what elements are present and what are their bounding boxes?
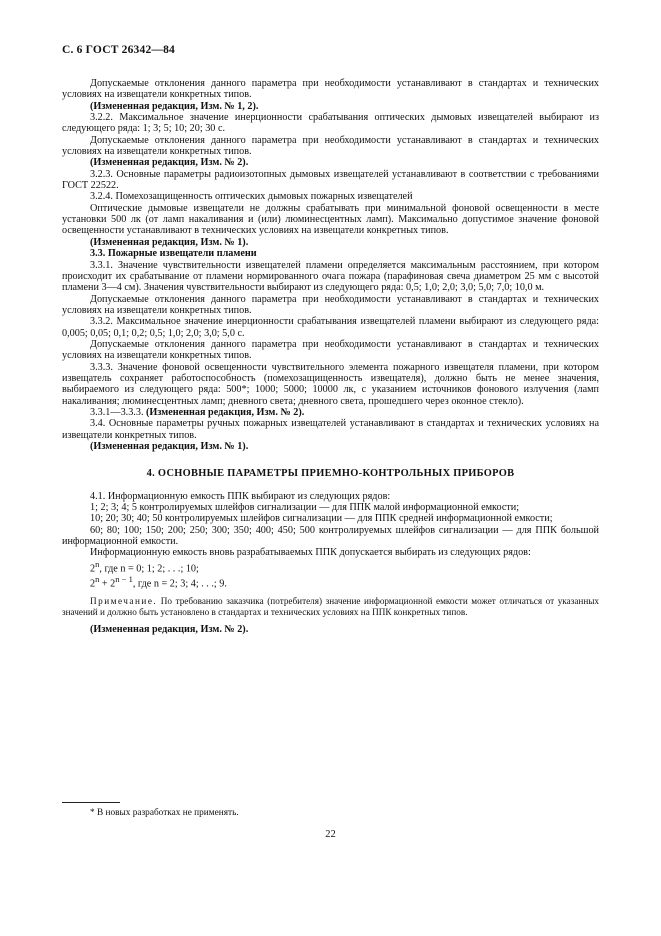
note-text: По требованию заказчика (потребителя) значение информационной емкости может отличаться от указанных значений и должно быть установлено в стандартах и технических условиях на ППК конкретных типов. bbox=[62, 596, 600, 618]
paragraph: Оптические дымовые извещатели не должны срабатывать при минимальной фоновой освещенности в месте установки 500 лк (от ламп накаливания и (или) люминесцентных ламп). Максимально допустимое значение фоновой освещенности устанавливают в технических условиях на извещатели конкретных типов. bbox=[62, 202, 599, 237]
page-number: 22 bbox=[325, 829, 336, 840]
edit-note: (Измененная редакция, Изм. № 2). bbox=[90, 157, 249, 169]
paragraph bbox=[62, 407, 599, 418]
paragraph: Допускаемые отклонения данного параметра при необходимости устанавливают в стандартах и технических условиях на извещатели конкретных типов. bbox=[62, 293, 599, 316]
paragraph: 3.2.4. Помехозащищенность оптических дымовых пожарных извещателей bbox=[90, 191, 413, 203]
note-label: Примечание. bbox=[90, 596, 158, 607]
paragraph: Допускаемые отклонения данного параметра при необходимости устанавливают в стандартах и технических условиях на извещатели конкретных типов. bbox=[62, 134, 599, 158]
paragraph: 1; 2; 3; 4; 5 контролируемых шлейфов сигнализации — для ППК малой информационной емкости; bbox=[90, 502, 520, 514]
footnote-divider bbox=[62, 802, 120, 803]
subsection-title: 3.3. Пожарные извещатели пламени bbox=[90, 248, 257, 260]
section-title: 4. ОСНОВНЫЕ ПАРАМЕТРЫ ПРИЕМНО-КОНТРОЛЬНЫХ ПРИБОРОВ bbox=[146, 468, 515, 480]
paragraph: 60; 80; 100; 150; 200; 250; 300; 350; 400; 450; 500 контролируемых шлейфов сигнализации — для ППК большой информационной емкости. bbox=[62, 524, 599, 548]
paragraph: 4.1. Информационную емкость ППК выбирают из следующих рядов: bbox=[90, 490, 391, 502]
paragraph: Информационную емкость вновь разрабатываемых ППК допускается выбирать из следующих рядов: bbox=[90, 547, 531, 559]
paragraph: 3.4. Основные параметры ручных пожарных извещателей устанавливают в стандартах и технических условиях на извещатели конкретных типов. bbox=[62, 418, 599, 441]
paragraph: 10; 20; 30; 40; 50 контролируемых шлейфов сигнализации — для ППК средней информационной емкости; bbox=[90, 513, 553, 525]
paragraph: 3.3.1. Значение чувствительности извещателей пламени определяется максимальным расстоянием, при котором происходит их срабатывание от пламени нормированного очага пожара (парафиновая свеча диаметром 25 мм с высотой пламени 3—4 см). Значения чувствительности выбирают из следующего ряда: 0,5; 1,0; 2,0; 3,0; 5,0; 7,0; 10,0 м. bbox=[62, 259, 599, 294]
edit-note: (Измененная редакция, Изм. № 2). bbox=[146, 406, 305, 418]
edit-note: (Измененная редакция, Изм. № 1). bbox=[90, 236, 249, 248]
edit-note: (Измененная редакция, Изм. № 2). bbox=[90, 624, 249, 636]
page-header: С. 6 ГОСТ 26342—84 bbox=[62, 44, 175, 56]
edit-note: (Измененная редакция, Изм. № 1). bbox=[90, 441, 249, 452]
footnote: * В новых разработках не применять. bbox=[90, 808, 239, 818]
paragraph: Допускаемые отклонения данного параметра при необходимости устанавливают в стандартах и технических условиях на извещатели конкретных типов. bbox=[62, 338, 599, 362]
paragraph: Допускаемые отклонения данного параметра при необходимости устанавливают в стандартах и технических условиях на извещатели конкретных типов. bbox=[62, 78, 599, 101]
formula-1: 2$^n$, где n = 0; 1; 2; . . .; 10; bbox=[90, 558, 199, 575]
edit-note: (Измененная редакция, Изм. № 1, 2). bbox=[90, 100, 259, 112]
formula-2: $2^n + 2^{n - 1}$, где n = 2; 3; 4; . . .; 9. bbox=[90, 574, 227, 590]
paragraph: 3.2.3. Основные параметры радиоизотопных дымовых извещателей устанавливают в соответствии с требованиями ГОСТ 22522. bbox=[62, 168, 599, 192]
paragraph: 3.2.2. Максимальное значение инерционности срабатывания оптических дымовых извещателей выбирают из следующего ряда: 1; 3; 5; 10; 20; 30 с. bbox=[62, 112, 599, 135]
clause-range: 3.3.1—3.3.3. bbox=[90, 406, 144, 418]
paragraph: 3.3.3. Значение фоновой освещенности чувствительного элемента пожарного извещателя пламени, при котором извещатель сохраняет работоспособность (помехозащищенность извещателя), должно быть не менее значения, выбираемого из следующего ряда: 500*; 1000; 5000; 10000 лк, с указанием источников фонового излучения (ламп накаливания; люминесцентных ламп; дневного света; дневного света, прошедшего через оконное стекло). bbox=[62, 361, 599, 407]
body-text bbox=[62, 78, 599, 636]
paragraph: 3.3.2. Максимальное значение инерционности срабатывания извещателей пламени выбирают из следующего ряда: 0,005; 0,05; 0,1; 0,2; 0,5; 1,0; 2,0; 3,0; 5,0 с. bbox=[62, 316, 599, 339]
note bbox=[62, 596, 599, 618]
